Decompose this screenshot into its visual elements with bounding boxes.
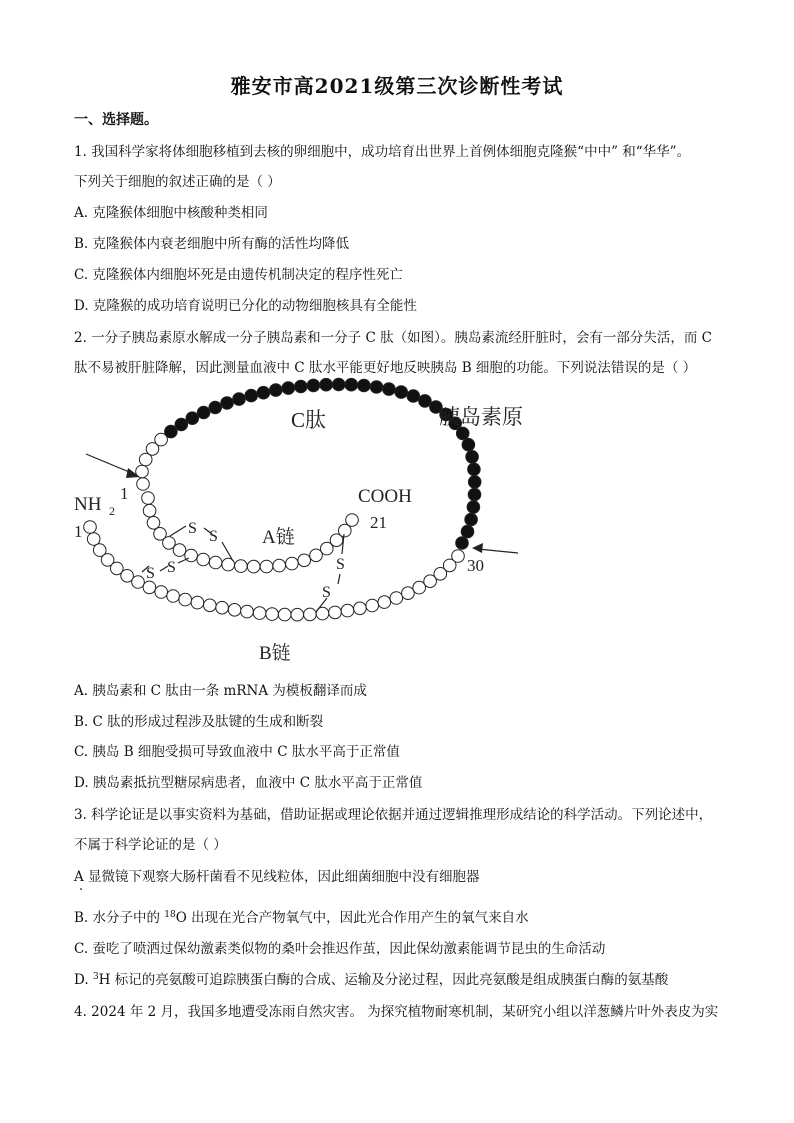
q1-option-b: B. 克隆猴体内衰老细胞中所有酶的活性均降低 — [74, 236, 350, 252]
q4-stem-line1: 4. 2024 年 2 月，我国多地遭受冻雨自然灾害。 为探究植物耐寒机制，某研究小组以洋葱鳞片叶外表皮为实 — [74, 1004, 719, 1020]
b-chain-bead — [191, 596, 204, 609]
q2-option-a: A. 胰岛素和 C 肽由一条 mRNA 为模板翻译而成 — [74, 683, 367, 699]
a-chain-bead — [197, 553, 210, 566]
b-chain-bead — [204, 599, 217, 612]
decorative-dot — [80, 888, 82, 890]
a-chain-bead — [286, 557, 299, 570]
amino-acid-beads — [84, 378, 481, 621]
c-peptide-bead — [407, 390, 420, 403]
arrow-heads — [126, 468, 483, 553]
label-1-a: 1 — [120, 484, 129, 503]
a-chain-bead — [147, 517, 160, 530]
c-peptide-bead — [221, 397, 234, 410]
q3-option-a: A 显微镜下观察大肠杆菌看不见线粒体，因此细菌细胞中没有细胞器 — [74, 869, 480, 885]
page-title: 雅安市高2021级第三次诊断性考试 — [230, 74, 564, 98]
q3-option-b-sup: 18 — [164, 910, 176, 920]
b-chain-bead — [143, 581, 156, 594]
label-c-peptide: C肽 — [291, 408, 327, 432]
c-peptide-bead — [175, 418, 188, 431]
a-chain-bead — [260, 560, 273, 573]
c-peptide-bead — [245, 389, 258, 402]
q1-option-d: D. 克隆猴的成功培育说明已分化的动物细胞核具有全能性 — [74, 298, 417, 314]
b-chain-bead — [167, 590, 180, 603]
a-chain-bead — [143, 504, 156, 517]
label-30: 30 — [467, 556, 484, 575]
c-peptide-bead — [419, 395, 432, 408]
c-peptide-bead — [462, 438, 475, 451]
b-chain-bead — [304, 608, 317, 621]
q3-option-c: C. 蚕吃了喷洒过保幼激素类似物的桑叶会推迟作茧，因此保幼激素能调节昆虫的生命活动 — [74, 941, 606, 957]
c-peptide-bead — [468, 476, 481, 489]
label-s-5: S — [336, 556, 345, 573]
a-chain-bead — [346, 514, 359, 527]
label-nh2-subscript: 2 — [109, 504, 115, 518]
label-b-chain: B链 — [259, 643, 291, 664]
b-chain-bead — [253, 607, 266, 620]
b-chain-bead — [87, 533, 100, 546]
b-chain-bead — [216, 601, 229, 614]
c-peptide-bead — [466, 451, 479, 464]
b-chain-bead — [354, 602, 367, 615]
c-peptide-bead — [468, 488, 481, 501]
a-chain-bead — [273, 559, 286, 572]
q2-option-b: B. C 肽的形成过程涉及肽键的生成和断裂 — [74, 714, 324, 730]
label-1-b: 1 — [74, 522, 83, 541]
c-peptide-bead — [282, 382, 295, 395]
arrow-head-right-icon — [472, 543, 483, 553]
b-chain-bead — [329, 606, 342, 619]
section-heading: 一、选择题。 — [74, 112, 158, 128]
b-chain-bead — [266, 608, 279, 621]
c-peptide-bead — [332, 378, 345, 391]
b-chain-bead — [241, 605, 254, 618]
b-chain-bead — [291, 608, 304, 621]
q1-stem-line1: 1. 我国科学家将体细胞移植到去核的卵细胞中，成功培育出世界上首例体细胞克隆猴“中中” 和“华华”。 — [74, 144, 691, 160]
c-peptide-bead — [137, 478, 150, 491]
c-peptide-bead — [383, 383, 396, 396]
c-peptide-bead — [461, 525, 474, 538]
b-chain-bead — [452, 550, 465, 563]
c-peptide-bead — [467, 501, 480, 514]
a-chain-bead — [235, 560, 248, 573]
q3-stem-line1: 3. 科学论证是以事实资料为基础，借助证据或理论依据并通过逻辑推理形成结论的科学活动。下列论述中， — [74, 807, 713, 823]
a-chain-bead — [173, 544, 186, 557]
a-chain-bead — [185, 549, 198, 562]
c-peptide-bead — [465, 513, 478, 526]
b-chain-bead — [341, 604, 354, 617]
q2-option-d: D. 胰岛素抵抗型糖尿病患者，血液中 C 肽水平高于正常值 — [74, 775, 423, 791]
q1-option-c: C. 克隆猴体内细胞坏死是由遗传机制决定的程序性死亡 — [74, 267, 403, 283]
b-chain-bead — [378, 596, 391, 609]
c-peptide-bead — [320, 378, 333, 391]
label-proinsulin: 胰岛素原 — [439, 405, 523, 429]
c-peptide-bead — [197, 406, 210, 419]
b-chain-bead — [179, 593, 192, 606]
label-a-chain: A链 — [262, 527, 295, 548]
b-chain-bead — [155, 586, 168, 599]
label-s-2: S — [209, 528, 218, 545]
label-s-4: S — [167, 559, 176, 576]
q3-option-d — [74, 971, 668, 989]
q2-stem-line2: 肽不易被肝脏降解，因此测量血液中 C 肽水平能更好地反映胰岛 B 细胞的功能。下列说法错误的是（ ） — [74, 360, 697, 376]
q2-option-c: C. 胰岛 B 细胞受损可导致血液中 C 肽水平高于正常值 — [74, 744, 400, 760]
c-peptide-bead — [370, 381, 383, 394]
label-s-3: S — [146, 565, 155, 582]
label-s-1: S — [188, 520, 197, 537]
q3-option-d-post: H 标记的亮氨酸可追踪胰蛋白酶的合成、运输及分泌过程，因此亮氨酸是组成胰蛋白酶的氨基酸 — [98, 972, 669, 988]
a-chain-bead — [298, 554, 311, 567]
b-chain-bead — [366, 599, 379, 612]
q3-option-b-pre: B. 水分子中的 — [74, 910, 165, 926]
b-chain-bead — [390, 592, 403, 605]
c-peptide-bead — [358, 379, 371, 392]
q2-stem-line1: 2. 一分子胰岛素原水解成一分子胰岛素和一分子 C 肽（如图）。胰岛素流经肝脏时，会有一部分失活，而 C — [74, 330, 712, 346]
label-nh2: NH — [74, 494, 102, 515]
c-peptide-bead — [270, 384, 283, 397]
label-21: 21 — [370, 513, 387, 532]
q1-option-a: A. 克隆猴体细胞中核酸种类相同 — [74, 205, 268, 221]
q3-option-b — [74, 909, 529, 927]
label-s-6: S — [322, 584, 331, 601]
label-cooh: COOH — [358, 486, 412, 507]
a-chain-bead — [209, 556, 222, 569]
c-peptide-bead — [257, 386, 270, 399]
c-peptide-bead — [295, 380, 308, 393]
b-chain-bead — [402, 587, 415, 600]
b-chain-bead — [278, 608, 291, 621]
b-chain-bead — [84, 521, 97, 534]
c-peptide-bead — [456, 537, 469, 550]
q3-option-b-post: O 出现在光合产物氧气中，因此光合作用产生的氧气来自水 — [175, 910, 529, 926]
c-peptide-bead — [186, 412, 199, 425]
q3-stem-line2: 不属于科学论证的是（ ） — [74, 837, 227, 853]
b-chain-bead — [132, 576, 145, 589]
q3-option-d-pre: D. — [74, 972, 93, 988]
c-peptide-bead — [345, 378, 358, 391]
a-chain-bead — [142, 492, 155, 505]
c-peptide-bead — [233, 393, 246, 406]
q1-stem-line2: 下列关于细胞的叙述正确的是（ ） — [74, 174, 281, 190]
a-chain-bead — [247, 560, 260, 573]
b-chain-bead — [228, 604, 241, 617]
c-peptide-bead — [209, 401, 222, 414]
c-peptide-bead — [307, 379, 320, 392]
c-peptide-bead — [395, 386, 408, 399]
c-peptide-bead — [468, 463, 481, 476]
q3-option-d-sup: 3 — [92, 972, 99, 982]
